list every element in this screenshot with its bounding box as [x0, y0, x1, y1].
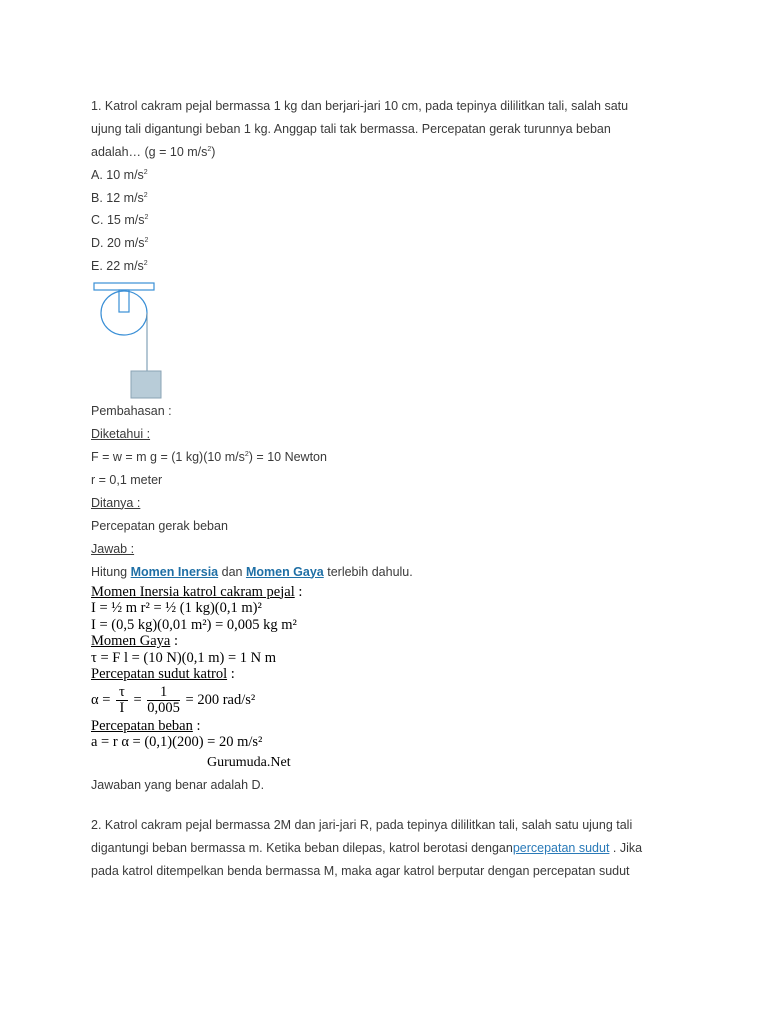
question-1-line-3: adalah… (g = 10 $m/s^2$)	[91, 145, 216, 159]
pulley-diagram	[91, 280, 171, 400]
math-heading-beban: Percepatan beban :	[91, 717, 201, 734]
diketahui-heading: Diketahui :	[91, 426, 151, 441]
question-1-line-2: ujung tali digantungi beban 1 kg. Anggap tali tak bermassa. Percepatan gerak turunnya beban	[91, 122, 611, 136]
math-eq-acceleration: a = r α = (0,1)(200) = 20 m/s²	[91, 734, 263, 751]
asked-quantity: Percepatan gerak beban	[91, 518, 228, 533]
solution-math-image	[91, 584, 691, 772]
math-heading-gaya: Momen Gaya :	[91, 633, 178, 650]
momen-inersia-link[interactable]: Momen Inersia	[130, 564, 219, 579]
question-2-line-2: digantungi beban bermassa m. Ketika beban dilepas, katrol berotasi denganpercepatan sudut . Jika	[91, 841, 643, 856]
math-eq-alpha: α = $\frac{\tau}{I}$ = $\frac{1}{0,005}$ = 200 rad/s²	[91, 683, 256, 716]
jawab-heading: Jawab :	[91, 541, 135, 556]
math-heading-inersia: Momen Inersia katrol cakram pejal :	[91, 583, 303, 600]
pulley-disc	[101, 291, 147, 335]
option-e: E. 22 $m/s^2$	[91, 258, 148, 273]
momen-gaya-link[interactable]: Momen Gaya	[245, 564, 324, 579]
option-d: D. 20 $m/s^2$	[91, 236, 149, 251]
image-credit: Gurumuda.Net	[207, 754, 291, 770]
radius-value: r = 0,1 meter	[91, 472, 163, 487]
option-c: C. 15 $m/s^2$	[91, 213, 149, 228]
article-body	[91, 95, 691, 883]
pulley-bracket	[119, 290, 129, 312]
math-eq-torque: τ = F l = (10 N)(0,1 m) = 1 N m	[91, 649, 277, 666]
hitung-line: Hitung Momen Inersia dan Momen Gaya terlebih dahulu.	[91, 564, 413, 579]
math-heading-sudut: Percepatan sudut katrol :	[91, 666, 235, 683]
pulley-diagram-svg	[91, 280, 171, 400]
pembahasan-heading: Pembahasan :	[91, 403, 172, 418]
option-b: B. 12 $m/s^2$	[91, 190, 148, 205]
answer-line: Jawaban yang benar adalah D.	[91, 778, 265, 793]
option-a: A. 10 $m/s^2$	[91, 168, 148, 182]
math-eq-inertia-2: I = (0,5 kg)(0,01 m²) = 0,005 kg m²	[91, 616, 297, 633]
fraction-1-over-0005: $\frac{1}{0,005}$	[147, 683, 180, 716]
question-2-line-3: pada katrol ditempelkan benda bermassa M, maka agar katrol berputar dengan percepatan sudut	[91, 864, 630, 879]
percepatan-sudut-link[interactable]: percepatan sudut	[512, 841, 610, 856]
question-1-line-1: 1. Katrol cakram pejal bermassa 1 kg dan berjari-jari 10 cm, pada tepinya dililitkan tali, salah satu	[91, 99, 629, 113]
ceiling-bar	[94, 283, 154, 290]
math-eq-inertia-1: I = ½ m r² = ½ (1 kg)(0,1 m)²	[91, 600, 262, 617]
force-equation: F = w = m g = (1 kg)(10 $m/s^2) = 10$ Newton	[91, 449, 327, 464]
hanging-weight	[131, 371, 161, 398]
question-2-line-1: 2. Katrol cakram pejal bermassa 2M dan jari-jari R, pada tepinya dililitkan tali, salah satu ujung tali	[91, 818, 633, 833]
fraction-tau-over-i: $\frac{\tau}{I}$	[116, 685, 128, 716]
ditanya-heading: Ditanya :	[91, 495, 141, 510]
